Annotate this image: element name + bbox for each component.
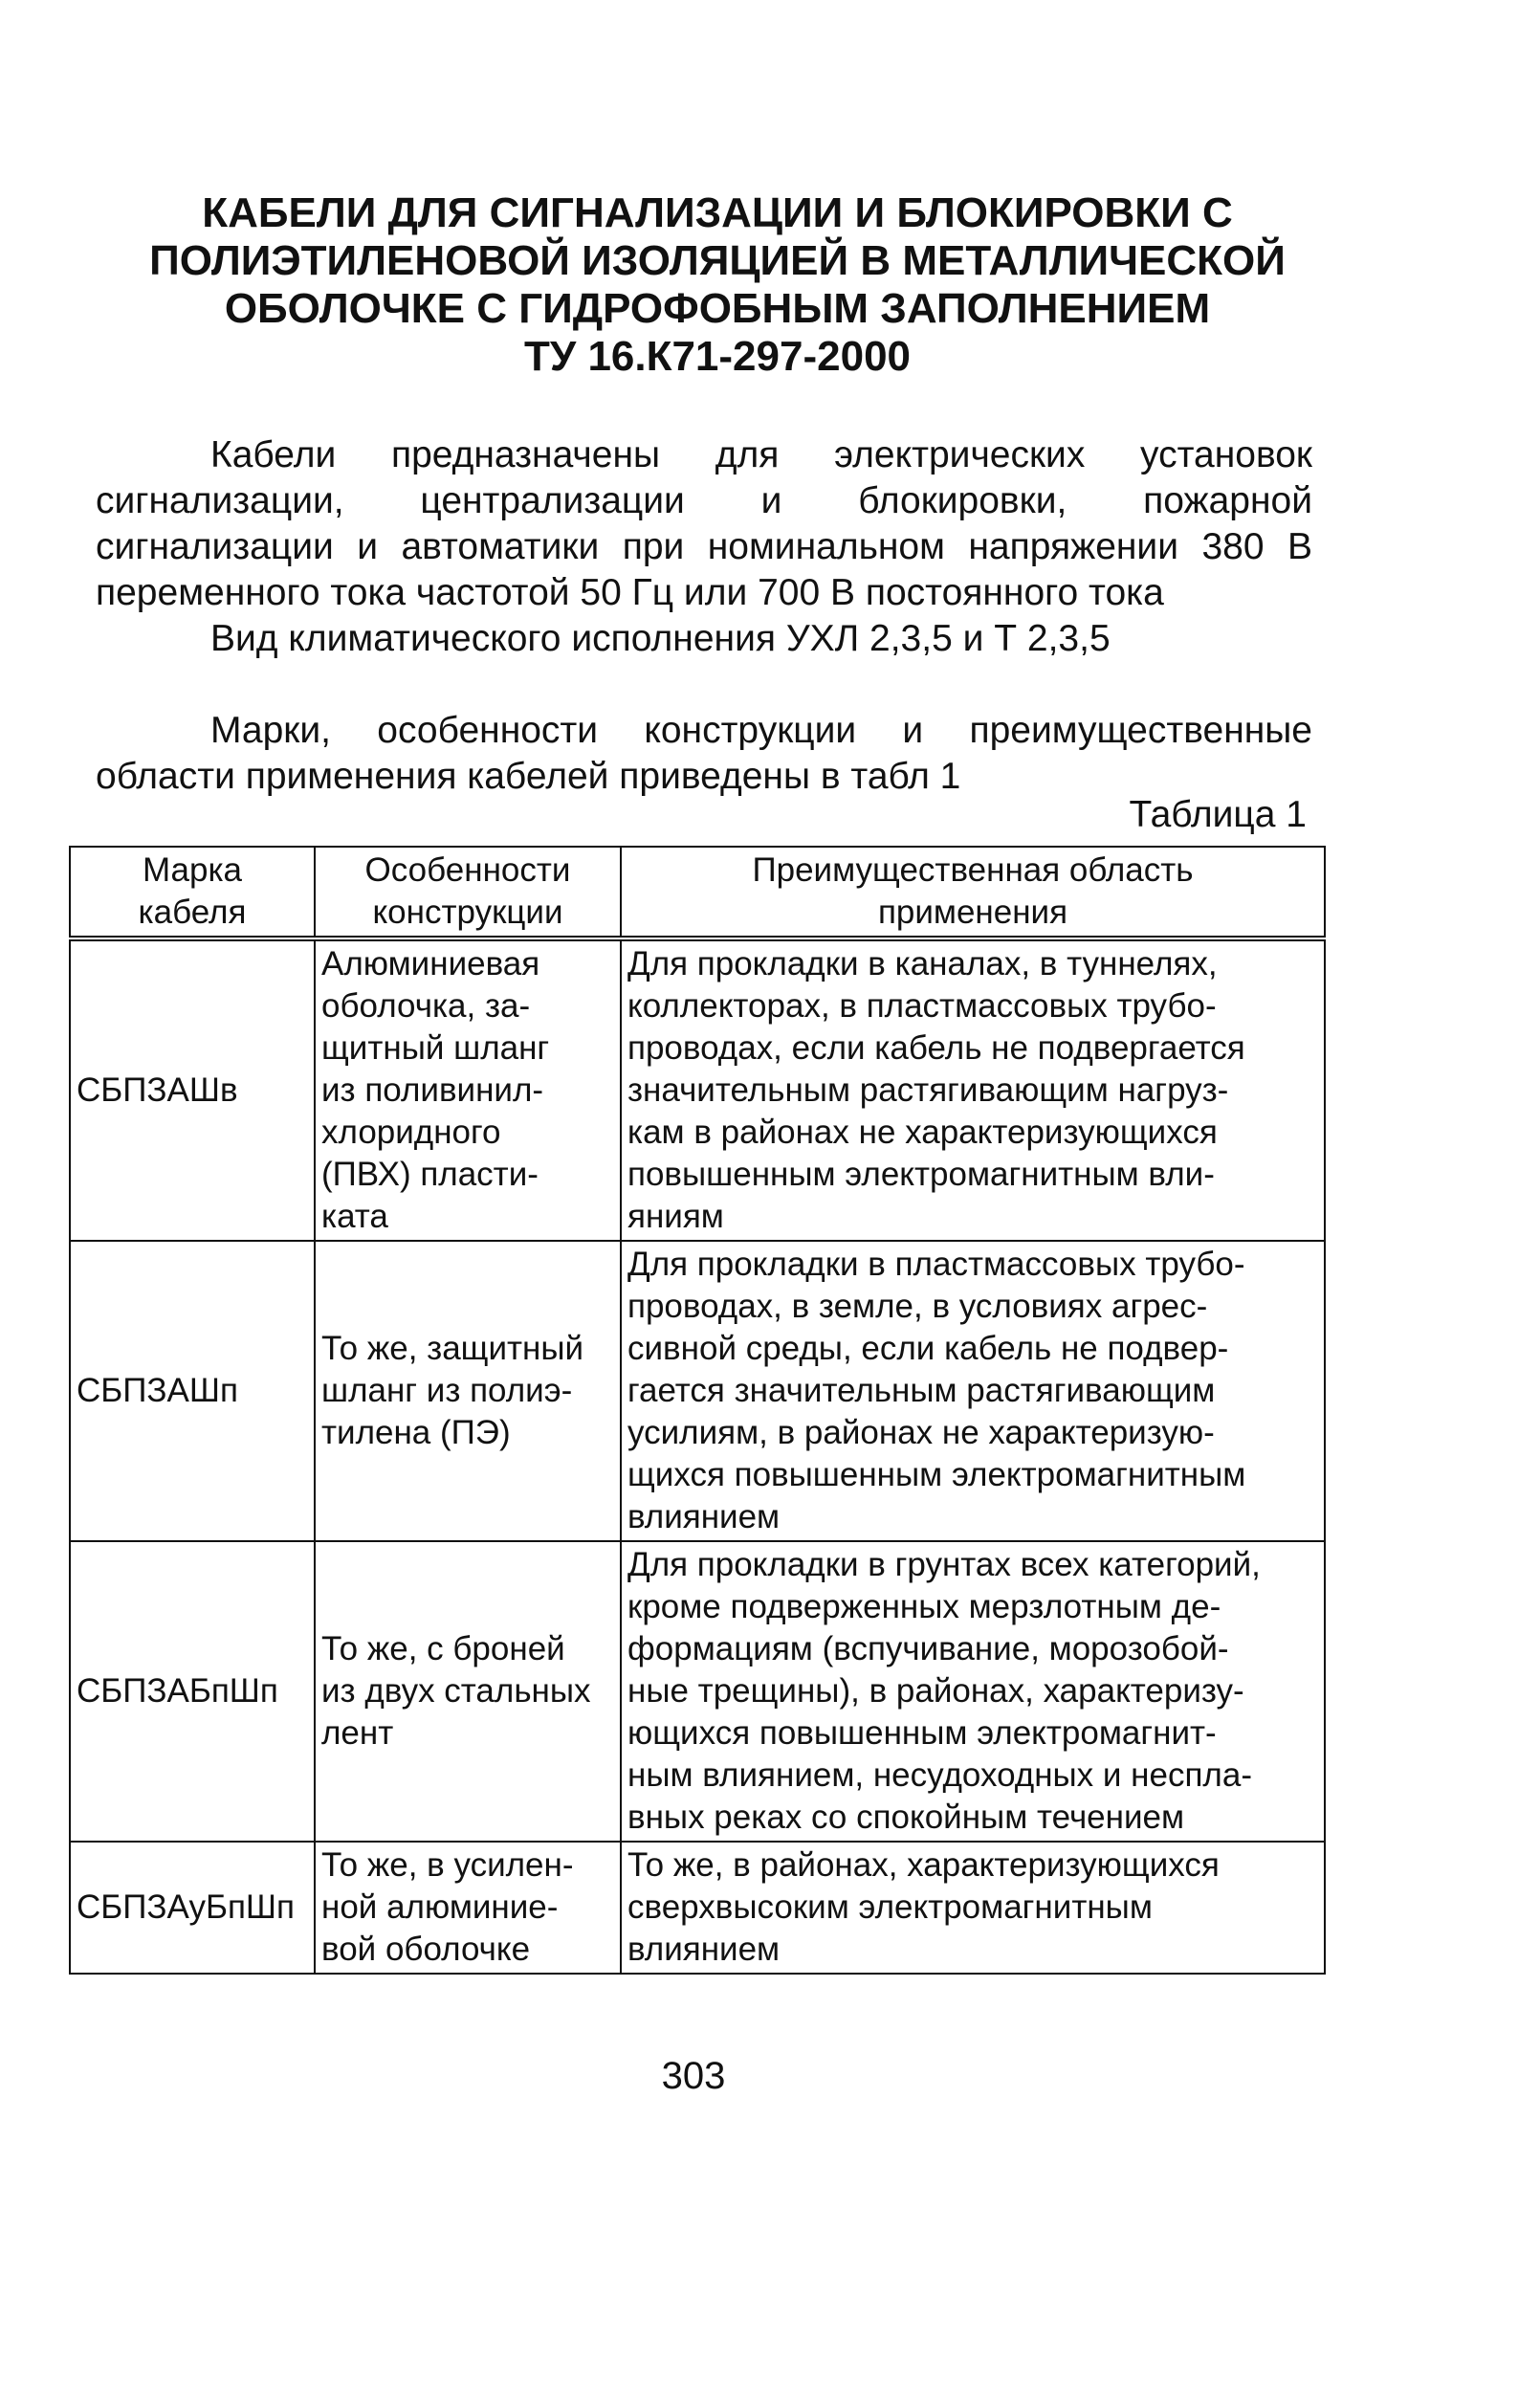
title-line: ОБОЛОЧКЕ С ГИДРОФОБНЫМ ЗАПОЛНЕНИЕМ bbox=[224, 285, 1211, 332]
marks-line: Марки, особенности конструкции и преимущественные bbox=[210, 710, 1312, 751]
application-line: формациям (вспучивание, морозобой- bbox=[627, 1630, 1229, 1667]
application-line: усилиям, в районах не характеризую- bbox=[627, 1414, 1215, 1451]
table-body bbox=[70, 938, 1325, 1974]
application-line: ным влиянием, несудоходных и неспла- bbox=[627, 1756, 1252, 1794]
cell-mark bbox=[70, 1842, 315, 1974]
marks-paragraph bbox=[96, 708, 1312, 800]
application-line: Для прокладки в пластмассовых трубо- bbox=[627, 1246, 1245, 1283]
construction-line: щитный шланг bbox=[321, 1029, 550, 1067]
application-line: вных реках со спокойным течением bbox=[627, 1799, 1185, 1836]
intro-line: сигнализации, централизации и блокировки, пожарной bbox=[96, 480, 1312, 521]
construction-line: оболочка, за- bbox=[321, 987, 531, 1025]
application-line: То же, в районах, характеризующихся bbox=[627, 1846, 1220, 1884]
cable-table bbox=[69, 846, 1326, 1975]
application-line: ющихся повышенным электромагнит- bbox=[627, 1714, 1217, 1752]
construction-line: ката bbox=[321, 1198, 388, 1235]
table-header-row bbox=[70, 847, 1325, 938]
construction-line: тилена (ПЭ) bbox=[321, 1414, 511, 1451]
header-text: Преимущественная область bbox=[752, 851, 1194, 889]
application-line: гается значительным растягивающим bbox=[627, 1372, 1216, 1409]
intro-line: сигнализации и автоматики при номинальном напряжении 380 В bbox=[96, 526, 1312, 567]
header-text: конструкции bbox=[372, 894, 563, 931]
application-line: ные трещины), в районах, характеризу- bbox=[627, 1672, 1244, 1710]
application-line: сверхвысоким электромагнитным bbox=[627, 1888, 1153, 1926]
cell-construction bbox=[315, 1842, 621, 1974]
application-line: проводах, если кабель не подвергается bbox=[627, 1029, 1245, 1067]
cell-construction bbox=[315, 938, 621, 1241]
construction-line: То же, с броней bbox=[321, 1630, 565, 1667]
construction-line: хлоридного bbox=[321, 1114, 501, 1151]
application-line: щихся повышенным электромагнитным bbox=[627, 1456, 1246, 1493]
construction-line: Алюминиевая bbox=[321, 945, 540, 982]
table-row bbox=[70, 1241, 1325, 1541]
header-construction bbox=[315, 847, 621, 938]
cell-mark bbox=[70, 938, 315, 1241]
header-application bbox=[621, 847, 1325, 938]
mark-text: СБПЗАБпШп bbox=[77, 1672, 278, 1710]
intro-line: переменного тока частотой 50 Гц или 700 В постоянного тока bbox=[96, 572, 1164, 613]
header-text: Марка bbox=[142, 851, 243, 889]
construction-line: лент bbox=[321, 1714, 394, 1752]
construction-line: ной алюминие- bbox=[321, 1888, 559, 1926]
climate-line: Вид климатического исполнения УХЛ 2,3,5 и Т 2,3,5 bbox=[210, 618, 1111, 659]
mark-text: СБПЗАШв bbox=[77, 1071, 238, 1109]
table-row bbox=[70, 1541, 1325, 1842]
cell-construction bbox=[315, 1241, 621, 1541]
marks-line: области применения кабелей приведены в табл 1 bbox=[96, 756, 961, 797]
construction-line: из двух стальных bbox=[321, 1672, 591, 1710]
header-text: применения bbox=[877, 894, 1068, 931]
application-line: Для прокладки в грунтах всех категорий, bbox=[627, 1546, 1261, 1583]
page-number: 303 bbox=[661, 2055, 726, 2097]
application-line: яниям bbox=[627, 1198, 724, 1235]
table-row bbox=[70, 1842, 1325, 1974]
intro-paragraph bbox=[96, 432, 1312, 662]
header-mark bbox=[70, 847, 315, 938]
mark-text: СБПЗАуБпШп bbox=[77, 1888, 295, 1926]
application-line: значительным растягивающим нагруз- bbox=[627, 1071, 1229, 1109]
title-line: ТУ 16.К71-297-2000 bbox=[523, 333, 912, 380]
table-row bbox=[70, 938, 1325, 1241]
application-line: сивной среды, если кабель не подвер- bbox=[627, 1330, 1229, 1367]
application-line: кроме подверженных мерзлотным де- bbox=[627, 1588, 1221, 1625]
application-line: проводах, в земле, в условиях агрес- bbox=[627, 1288, 1208, 1325]
cell-application bbox=[621, 1842, 1325, 1974]
construction-line: (ПВХ) пласти- bbox=[321, 1156, 539, 1193]
application-line: влиянием bbox=[627, 1498, 781, 1535]
cell-mark bbox=[70, 1541, 315, 1842]
header-text: кабеля bbox=[138, 894, 247, 931]
application-line: Для прокладки в каналах, в туннелях, bbox=[627, 945, 1218, 982]
application-line: кам в районах не характеризующихся bbox=[627, 1114, 1218, 1151]
intro-line: Кабели предназначены для электрических установок bbox=[210, 434, 1312, 475]
header-text: Особенности bbox=[364, 851, 571, 889]
cell-application bbox=[621, 1241, 1325, 1541]
construction-line: То же, в усилен- bbox=[321, 1846, 574, 1884]
construction-line: из поливинил- bbox=[321, 1071, 544, 1109]
cell-construction bbox=[315, 1541, 621, 1842]
construction-line: То же, защитный bbox=[321, 1330, 584, 1367]
mark-text: СБПЗАШп bbox=[77, 1372, 238, 1409]
application-line: повышенным электромагнитным вли- bbox=[627, 1156, 1215, 1193]
cell-mark bbox=[70, 1241, 315, 1541]
construction-line: шланг из полиэ- bbox=[321, 1372, 573, 1409]
table-caption: Таблица 1 bbox=[1129, 794, 1307, 835]
document-title bbox=[96, 189, 1339, 381]
application-line: влиянием bbox=[627, 1931, 781, 1968]
title-line: КАБЕЛИ ДЛЯ СИГНАЛИЗАЦИИ И БЛОКИРОВКИ С bbox=[202, 189, 1233, 236]
cell-application bbox=[621, 1541, 1325, 1842]
cell-application bbox=[621, 938, 1325, 1241]
application-line: коллекторах, в пластмассовых трубо- bbox=[627, 987, 1217, 1025]
construction-line: вой оболочке bbox=[321, 1931, 531, 1968]
title-line: ПОЛИЭТИЛЕНОВОЙ ИЗОЛЯЦИЕЙ В МЕТАЛЛИЧЕСКОЙ bbox=[149, 237, 1286, 284]
